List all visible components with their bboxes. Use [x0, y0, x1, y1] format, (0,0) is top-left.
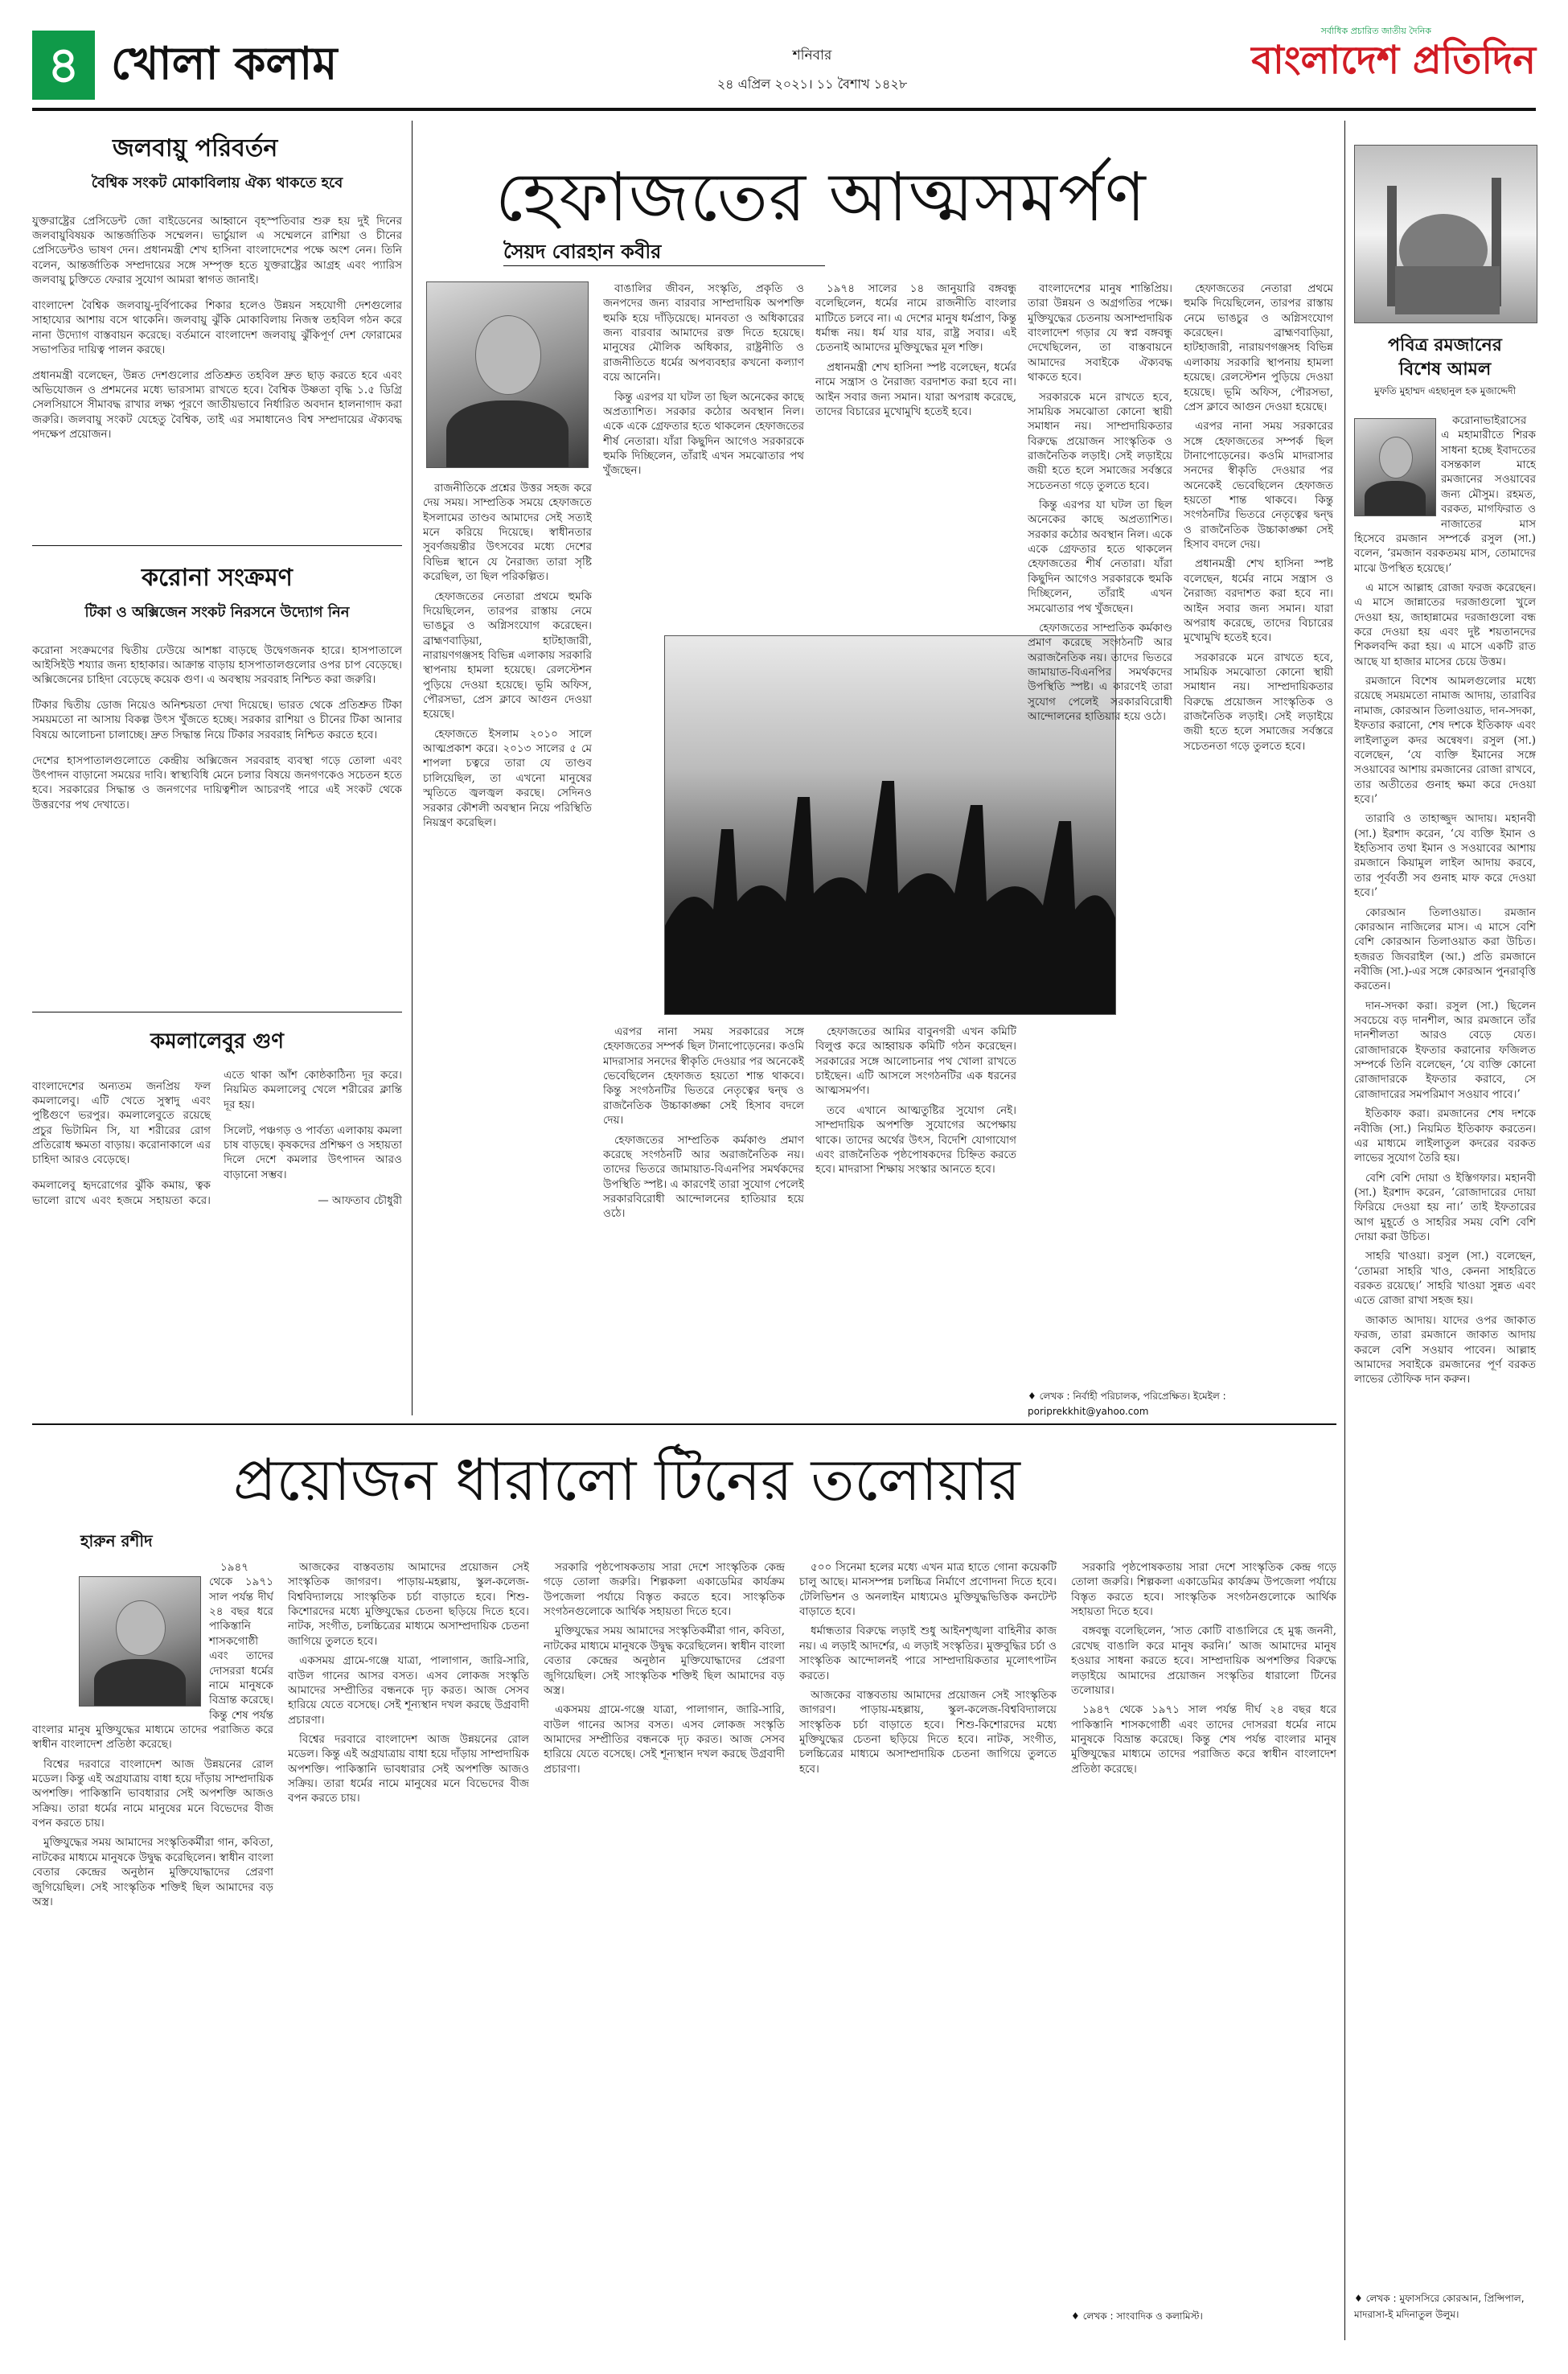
editorial-climate [32, 121, 402, 539]
paragraph: প্রধানমন্ত্রী শেখ হাসিনা স্পষ্ট বলেছেন, ধর্মের নামে সন্ত্রাস ও নৈরাজ্য বরদাশত করা হবে না। আইন সবার জন্য সমান। যারা অপরাধ করেছে, তাদের বিচারের মুখোমুখি হতেই হবে। [815, 360, 1016, 418]
paragraph: জাকাত আদায়। যাদের ওপর জাকাত ফরজ, তারা রমজানে জাকাত আদায় করলে বেশি সওয়াব পাবেন। আল্লাহ আমাদের সবাইকে রমজানের পূর্ণ বরকত লাভের তৌফিক দান করুন। [1354, 1313, 1536, 1386]
paragraph: যুক্তরাষ্ট্রের প্রেসিডেন্ট জো বাইডেনের আহ্বানে বৃহস্পতিবার শুরু হয় দুই দিনের জলবায়ুবিষয়ক আন্তর্জাতিক সম্মেলন। ভার্চুয়াল এ সম্মেলনে রাশিয়া ও চীনের প্রেসিডেন্টও ভাষণ দেন। প্রধানমন্ত্রী শেখ হাসিনা বাংলাদেশের পক্ষে অংশ নেন। তিনি বলেন, আন্তর্জাতিক সম্প্রদায়ের সঙ্গে সম্পৃক্ত হতে যুক্তরাষ্ট্রের আগ্রহ এবং প্যারিস জলবায়ু চুক্তিতে ফেরার সুযোগ আমরা স্বাগত জানাই। [32, 214, 402, 286]
paragraph: ধর্মান্ধতার বিরুদ্ধে লড়াই শুধু আইনশৃঙ্খলা বাহিনীর কাজ নয়। এ লড়াই আদর্শের, এ লড়াই সংস্কৃতির। মুক্তবুদ্ধির চর্চা ও সাংস্কৃতিক আন্দোলনই পারে সাম্প্রদায়িকতার মূলোৎপাটন করতে। [799, 1624, 1057, 1682]
paragraph: ১৯৪৭ থেকে ১৯৭১ সাল পর্যন্ত দীর্ঘ ২৪ বছর ধরে পাকিস্তানি শাসকগোষ্ঠী এবং তাদের দোসররা ধর্মের নামে মানুষকে বিভ্রান্ত করেছে। কিন্তু শেষ পর্যন্ত বাংলার মানুষ মুক্তিযুদ্ধের মাধ্যমে তাদের পরাজিত করে স্বাধীন বাংলাদেশ প্রতিষ্ঠা করেছে। [32, 1561, 273, 1752]
bottom-column-4 [799, 1560, 1057, 2324]
paragraph: রাজনীতিকে প্রশ্নের উত্তর সহজ করে দেয় সময়। সাম্প্রতিক সময়ে হেফাজতে ইসলামের তাণ্ডব আমাদের সেই সত্যই মনে করিয়ে দিয়েছে। স্বাধীনতার সুবর্ণজয়ন্তীর উৎসবের মধ্যে দেশের বিভিন্ন স্থানে যে নৈরাজ্য তারা সৃষ্টি করেছিল, তা ছিল পরিকল্পিত। [423, 482, 592, 584]
paragraph: এরপর নানা সময় সরকারের সঙ্গে হেফাজতের সম্পর্ক ছিল টানাপোড়েনের। কওমি মাদরাসার সনদের স্বীকৃতি দেওয়ার পর অনেকেই ভেবেছিলেন হেফাজত হয়তো শান্ত থাকবে। কিন্তু সংগঠনটির ভিতরে নেতৃত্বের দ্বন্দ্ব ও রাজনৈতিক উচ্চাকাঙ্ক্ষা সেই হিসাব বদলে দেয়। [603, 1025, 804, 1127]
bottom-column-3 [544, 1560, 785, 2324]
paragraph: কিন্তু এরপর যা ঘটল তা ছিল অনেকের কাছে অপ্রত্যাশিত। সরকার কঠোর অবস্থান নিল। একে একে গ্রেফতার হতে থাকলেন হেফাজতের শীর্ষ নেতারা। যাঁরা কিছুদিন আগেও সরকারকে হুমকি দিচ্ছিলেন, তাঁরাই এখন সমঝোতার পথ খুঁজছেন। [603, 390, 804, 478]
main-author: সৈয়দ বোরহান কবীর [503, 240, 662, 263]
main-column-1 [423, 481, 592, 1406]
main-article [423, 121, 1336, 1415]
feature-title-2: বিশেষ আমল [1398, 359, 1492, 380]
author-shoulders [446, 400, 569, 467]
editorial-body [32, 203, 402, 540]
paragraph: বিশ্বের দরবারে বাংলাদেশ আজ উন্নয়নের রোল মডেল। কিন্তু এই অগ্রযাত্রায় বাধা হয়ে দাঁড়ায় সাম্প্রদায়িক অপশক্তি। পাকিস্তানি ভাবধারার সেই অপশক্তি আজও সক্রিয়। তারা ধর্মের নামে মানুষের মনে বিভেদের বীজ বপন করতে চায়। [32, 1757, 273, 1830]
author-photo [426, 281, 589, 468]
paragraph: বাঙালির জীবন, সংস্কৃতি, প্রকৃতি ও জনপদের জন্য বারবার সাম্প্রদায়িক অপশক্তি হুমকি হয়ে দাঁড়িয়েছে। মানবতা ও অধিকারের জন্য বারবার আমাদের রক্ত দিতে হয়েছে। মানুষের মৌলিক অধিকার, রাষ্ট্রনীতি ও রাজনীতিতে ধর্মের অপব্যবহার কখনো কল্যাণ বয়ে আনেনি। [603, 282, 804, 384]
paragraph: প্রধানমন্ত্রী বলেছেন, উন্নত দেশগুলোর প্রতিশ্রুত তহবিল দ্রুত ছাড় করতে হবে এবং অভিযোজন ও প্রশমনের মধ্যে ভারসাম্য রাখতে হবে। বৈশ্বিক উষ্ণতা বৃদ্ধি ১.৫ ডিগ্রি সেলসিয়াসে সীমাবদ্ধ রাখার লক্ষ্য পূরণে জাতীয়ভাবে নির্ধারিত অবদান হালনাগাদ করা জরুরি। জলবায়ু সংকট যেহেতু বৈশ্বিক, তাই এর সমাধানেও বিশ্ব সম্প্রদায়ের ঐক্যবদ্ধ পদক্ষেপ প্রয়োজন। [32, 368, 402, 442]
column-divider [1344, 121, 1345, 2340]
main-article-footer: ♦ লেখক : নির্বাহী পরিচালক, পরিপ্রেক্ষিত। ইমেইল : poriprekkhit@yahoo.com [1028, 1390, 1226, 1417]
paragraph: হেফাজতের নেতারা প্রথমে হুমকি দিয়েছিলেন, তারপর রাস্তায় নেমে ভাঙচুর ও অগ্নিসংযোগ করেছেন। ব্রাহ্মণবাড়িয়া, হাটহাজারী, নারায়ণগঞ্জসহ বিভিন্ন এলাকায় সরকারি স্থাপনায় হামলা হয়েছে। রেলস্টেশন পুড়িয়ে দেওয়া হয়েছে। ভূমি অফিস, পৌরসভা, প্রেস ক্লাবে আগুন দেওয়া হয়েছে। [1184, 282, 1333, 413]
bottom-headline: প্রয়োজন ধারালো টিনের তলোয়ার [233, 1446, 1020, 1514]
paragraph: ইতিকাফ করা। রমজানের শেষ দশকে নবীজি (সা.) নিয়মিত ইতিকাফ করতেন। এর মাধ্যমে লাইলাতুল কদরের বরকত লাভের সুযোগ তৈরি হয়। [1354, 1107, 1536, 1165]
paragraph: এ মাসে আল্লাহ রোজা ফরজ করেছেন। এ মাসে জান্নাতের দরজাগুলো খুলে দেওয়া হয়, জাহান্নামের দরজাগুলো বন্ধ করে দেওয়া হয় এবং দুষ্ট শয়তানদের শিকলবন্দি করা হয়। এ মাসে একটি রাত আছে যা হাজার মাসের চেয়ে উত্তম। [1354, 581, 1536, 668]
paragraph: একসময় গ্রামে-গঞ্জে যাত্রা, পালাগান, জারি-সারি, বাউল গানের আসর বসত। এসব লোকজ সংস্কৃতি আমাদের সম্প্রীতির বন্ধনকে দৃঢ় করত। আজ সেসব হারিয়ে যেতে বসেছে। সেই শূন্যস্থান দখল করছে উগ্রবাদী প্রচারণা। [288, 1654, 529, 1727]
header-date [587, 45, 1037, 96]
mosque-dome-icon [1355, 146, 1537, 322]
left-column [32, 121, 402, 1649]
main-column-3b [815, 1025, 1016, 1406]
main-column-3 [815, 281, 1016, 619]
editorial-corona [32, 555, 402, 1005]
paragraph: সরকারি পৃষ্ঠপোষকতায় সারা দেশে সাংস্কৃতিক কেন্দ্র গড়ে তোলা জরুরি। শিল্পকলা একাডেমির কার্যক্রম উপজেলা পর্যায়ে বিস্তৃত করতে হবে। সাংস্কৃতিক সংগঠনগুলোকে আর্থিক সহায়তা দিতে হবে। [1071, 1561, 1336, 1619]
mosque-image [1354, 145, 1537, 323]
paragraph: ৫০০ সিনেমা হলের মধ্যে এখন মাত্র হাতে গোনা কয়েকটি চালু আছে। মানসম্পন্ন চলচ্চিত্র নির্মাণে প্রণোদনা দিতে হবে। টেলিভিশন ও অনলাইন মাধ্যমেও মুক্তিযুদ্ধভিত্তিক কনটেন্ট বাড়াতে হবে। [799, 1561, 1057, 1619]
feature-footer: ♦ লেখক : মুফাসসিরে কোরআন, প্রিন্সিপাল, মাদরাসা-ই মদিনাতুল উলুম। [1354, 2293, 1525, 2320]
date-line: ২৪ এপ্রিল ২০২১। ১১ বৈশাখ ১৪২৮ [716, 76, 908, 92]
column-divider [412, 121, 413, 1415]
paragraph: সাহরি খাওয়া। রসুল (সা.) বলেছেন, ‘তোমরা সাহরি খাও, কেননা সাহরিতে বরকত রয়েছে।’ সাহরি খাওয়া সুন্নত এবং এতে রোজা রাখা সহজ হয়। [1354, 1250, 1536, 1308]
bottom-divider [32, 1423, 1336, 1425]
bottom-article-footer: ♦ লেখক : সাংবাদিক ও কলামিস্ট। [1071, 2310, 1203, 2322]
bottom-column-2 [288, 1560, 529, 2324]
paragraph: সরকারি পৃষ্ঠপোষকতায় সারা দেশে সাংস্কৃতিক কেন্দ্র গড়ে তোলা জরুরি। শিল্পকলা একাডেমির কার্যক্রম উপজেলা পর্যায়ে বিস্তৃত করতে হবে। সাংস্কৃতিক সংগঠনগুলোকে আর্থিক সহায়তা দিতে হবে। [544, 1561, 785, 1619]
paragraph: প্রধানমন্ত্রী শেখ হাসিনা স্পষ্ট বলেছেন, ধর্মের নামে সন্ত্রাস ও নৈরাজ্য বরদাশত করা হবে না। আইন সবার জন্য সমান। যারা অপরাধ করেছে, তাদের বিচারের মুখোমুখি হতেই হবে। [1184, 557, 1333, 645]
paragraph: টিকার দ্বিতীয় ডোজ নিয়েও অনিশ্চয়তা দেখা দিয়েছে। ভারত থেকে প্রতিশ্রুত টিকা সময়মতো না আসায় বিকল্প উৎস খুঁজতে হচ্ছে। সরকার রাশিয়া ও চীনের টিকা আনার বিষয়ে আলোচনা চালাচ্ছে। দ্রুত সিদ্ধান্ত নিয়ে টিকার সরবরাহ নিশ্চিত করতে হবে। [32, 699, 402, 741]
main-column-2b [603, 1025, 804, 1406]
paragraph: আজকের বাস্তবতায় আমাদের প্রয়োজন সেই সাংস্কৃতিক জাগরণ। পাড়ায়-মহল্লায়, স্কুল-কলেজ-বিশ্ববিদ্যালয়ে সাংস্কৃতিক চর্চা বাড়াতে হবে। শিশু-কিশোরদের মধ্যে মুক্তিযুদ্ধের চেতনা ছড়িয়ে দিতে হবে। নাটক, সংগীত, চলচ্চিত্রের মাধ্যমে অসাম্প্রদায়িক চেতনা জাগিয়ে তুলতে হবে। [799, 1688, 1057, 1776]
right-column [1354, 121, 1536, 2340]
paragraph: বঙ্গবন্ধু বলেছিলেন, ‘সাত কোটি বাঙালিরে হে মুগ্ধ জননী, রেখেছ বাঙালি করে মানুষ করনি।’ আজ আমাদের মানুষ হওয়ার সাধনা করতে হবে। সাম্প্রদায়িক অপশক্তির বিরুদ্ধে লড়াইয়ে আমাদের প্রয়োজন সংস্কৃতির ধারালো টিনের তলোয়ার। [1071, 1624, 1336, 1697]
page-number: ৪ [47, 35, 80, 94]
paragraph: বিশ্বের দরবারে বাংলাদেশ আজ উন্নয়নের রোল মডেল। কিন্তু এই অগ্রযাত্রায় বাধা হয়ে দাঁড়ায় সাম্প্রদায়িক অপশক্তি। পাকিস্তানি ভাবধারার সেই অপশক্তি আজও সক্রিয়। তারা ধর্মের নামে মানুষের মনে বিভেদের বীজ বপন করতে চায়। [288, 1732, 529, 1805]
bottom-column-1 [32, 1560, 273, 2324]
paragraph: কিন্তু এরপর যা ঘটল তা ছিল অনেকের কাছে অপ্রত্যাশিত। সরকার কঠোর অবস্থান নিল। একে একে গ্রেফতার হতে থাকলেন হেফাজতের শীর্ষ নেতারা। যাঁরা কিছুদিন আগেও সরকারকে হুমকি দিচ্ছিলেন, তাঁরাই এখন সমঝোতার পথ খুঁজছেন। [1028, 499, 1172, 615]
paragraph: রমজানে বিশেষ আমলগুলোর মধ্যে রয়েছে সময়মতো নামাজ আদায়, তারাবির নামাজ, কোরআন তিলাওয়াত, দান-সদকা, ইফতার করানো, শেষ দশকে ইতিকাফ এবং লাইলাতুল কদর অন্বেষণ। রসুল (সা.) বলেছেন, ‘যে ব্যক্তি ইমানের সঙ্গে সওয়াবের আশায় রমজানের রোজা রাখবে, তার অতীতের গুনাহ ক্ষমা করে দেওয়া হবে।’ [1354, 675, 1536, 806]
paragraph: দান-সদকা করা। রসুল (সা.) ছিলেন সবচেয়ে বড় দানশীল, আর রমজানে তাঁর দানশীলতা আরও বেড়ে যেত। রোজাদারকে ইফতার করানোর ফজিলত সম্পর্কে তিনি বলেছেন, ‘যে ব্যক্তি কোনো রোজাদারকে ইফতার করাবে, সে রোজাদারের সমপরিমাণ সওয়াব পাবে।’ [1354, 999, 1536, 1101]
paragraph: ১৯৭৪ সালের ১৪ জানুয়ারি বঙ্গবন্ধু বলেছিলেন, ধর্মের নামে রাজনীতি বাংলার মাটিতে চলবে না। এ দেশের মানুষ ধর্মপ্রাণ, কিন্তু ধর্মান্ধ নয়। ধর্ম যার যার, রাষ্ট্র সবার। এই চেতনাই আমাদের মুক্তিযুদ্ধের মূল শক্তি। [815, 282, 1016, 355]
feature-title: পবিত্র রমজানের [1388, 335, 1502, 355]
page-header [32, 24, 1536, 113]
paragraph: মুক্তিযুদ্ধের সময় আমাদের সংস্কৃতিকর্মীরা গান, কবিতা, নাটকের মাধ্যমে মানুষকে উদ্বুদ্ধ করেছিলেন। স্বাধীন বাংলা বেতার কেন্দ্রের অনুষ্ঠান মুক্তিযোদ্ধাদের প্রেরণা জুগিয়েছিল। সেই সাংস্কৃতিক শক্তিই ছিল আমাদের বড় অস্ত্র। [32, 1836, 273, 1908]
header-rule [32, 108, 1536, 111]
page-number-box [32, 31, 95, 100]
bottom-author: হারুন রশীদ [80, 1531, 153, 1550]
paragraph: বাংলাদেশ বৈশ্বিক জলবায়ু-দুর্বিপাকের শিকার হলেও উন্নয়ন সহযোগী দেশগুলোর সাহায্যের আশায় বসে থাকেনি। জলবায়ু ঝুঁকি মোকাবিলায় নিজস্ব তহবিল গঠন করে নানা উদ্যোগ বাস্তবায়ন করেছে। বর্তমানে বাংলাদেশ জলবায়ু ঝুঁকিপূর্ণ দেশ ফোরামের সভাপতির দায়িত্ব পালন করছে। [32, 298, 402, 356]
author-rule [503, 265, 825, 266]
paragraph: করোনাভাইরাসের এ মহামারীতে শিরক সাধনা হচ্ছে ইবাদতের বসন্তকাল মাহে রমজানের সওয়াবের জন্য মৌসুম। রহমত, বরকত, মাগফিরাত ও নাজাতের মাস হিসেবে রমজান সম্পর্কে রসুল (সা.) বলেন, ‘রমজান বরকতময় মাস, তোমাদের মাঝে উপস্থিত হয়েছে।’ [1354, 414, 1536, 575]
editorial-byline: — আফতাব চৌধুরী [318, 1193, 402, 1207]
paragraph: হেফাজতের নেতারা প্রথমে হুমকি দিয়েছিলেন, তারপর রাস্তায় নেমে ভাঙচুর ও অগ্নিসংযোগ করেছেন। ব্রাহ্মণবাড়িয়া, হাটহাজারী, নারায়ণগঞ্জসহ বিভিন্ন এলাকায় সরকারি স্থাপনায় হামলা হয়েছে। রেলস্টেশন পুড়িয়ে দেওয়া হয়েছে। ভূমি অফিস, পৌরসভা, প্রেস ক্লাবে আগুন দেওয়া হয়েছে। [423, 589, 592, 721]
paragraph: তারাবি ও তাহাজ্জুদ আদায়। মহানবী (সা.) ইরশাদ করেন, ‘যে ব্যক্তি ইমান ও ইহতিসাব তথা ইমান ও সওয়াবের আশায় রমজানে কিয়ামুল লাইল আদায় করবে, তার পূর্ববর্তী সব গুনাহ মাফ করে দেওয়া হবে।’ [1354, 812, 1536, 900]
paragraph: হেফাজতের সাম্প্রতিক কর্মকাণ্ড প্রমাণ করেছে সংগঠনটি আর অরাজনৈতিক নয়। তাদের ভিতরে জামায়াত-বিএনপির সমর্থকদের উপস্থিতি স্পষ্ট। এ কারণেই তারা সুযোগ পেলেই সরকারবিরোধী আন্দোলনের হাতিয়ার হয়ে ওঠে। [1028, 621, 1172, 724]
masthead-name: বাংলাদেশ প্রতিদিন [1251, 38, 1536, 83]
feature-body [1354, 413, 1536, 2279]
paragraph: বাংলাদেশের মানুষ শান্তিপ্রিয়। তারা উন্নয়ন ও অগ্রগতির পক্ষে। মুক্তিযুদ্ধের চেতনায় অসাম্প্রদায়িক বাংলাদেশ গড়ার যে স্বপ্ন বঙ্গবন্ধু দেখেছিলেন, তা বাস্তবায়নে আমাদের সবাইকে ঐক্যবদ্ধ থাকতে হবে। [1028, 282, 1172, 384]
paragraph: বাংলাদেশের অন্যতম জনপ্রিয় ফল কমলালেবু। এটি খেতে সুস্বাদু এবং পুষ্টিগুণে ভরপুর। কমলালেবুতে রয়েছে প্রচুর ভিটামিন সি, যা শরীরের রোগ প্রতিরোধ ক্ষমতা বাড়ায়। করোনাকালে এর চাহিদা আরও বেড়েছে। [32, 1079, 211, 1167]
paragraph: কোরআন তিলাওয়াত। রমজান কোরআন নাজিলের মাস। এ মাসে বেশি বেশি কোরআন তিলাওয়াত করা উচিত। হজরত জিবরাইল (আ.) প্রতি রমজানে নবীজি (সা.)-এর সঙ্গে কোরআন পুনরাবৃত্তি করতেন। [1354, 906, 1536, 993]
bottom-article [32, 1431, 1336, 2340]
editorial-subtitle: টিকা ও অক্সিজেন সংকট নিরসনে উদ্যোগ নিন [84, 604, 350, 621]
editorial-title: কমলালেবুর গুণ [150, 1029, 284, 1054]
paragraph: এরপর নানা সময় সরকারের সঙ্গে হেফাজতের সম্পর্ক ছিল টানাপোড়েনের। কওমি মাদরাসার সনদের স্বীকৃতি দেওয়ার পর অনেকেই ভেবেছিলেন হেফাজত হয়তো শান্ত থাকবে। কিন্তু সংগঠনটির ভিতরে নেতৃত্বের দ্বন্দ্ব ও রাজনৈতিক উচ্চাকাঙ্ক্ষা সেই হিসাব বদলে দেয়। [1184, 420, 1333, 552]
section-title: খোলা কলাম [111, 38, 338, 90]
divider [32, 545, 402, 546]
author-face [475, 315, 541, 395]
masthead [1182, 24, 1536, 105]
main-column-2 [603, 281, 804, 619]
paragraph: কমলালেবু হৃদরোগের ঝুঁকি কমায়, ত্বক ভালো রাখে এবং হজমে সহায়তা করে। এতে থাকা আঁশ কোষ্ঠকাঠিন্য দূর করে। নিয়মিত কমলালেবু খেলে শরীরের ক্লান্তি দূর হয়। [32, 1069, 402, 1207]
masthead-tagline: সর্বাধিক প্রচারিত জাতীয় দৈনিক [1320, 26, 1431, 36]
editorial-subtitle: বৈশ্বিক সংকট মোকাবিলায় ঐক্য থাকতে হবে [91, 175, 343, 191]
paragraph: আজকের বাস্তবতায় আমাদের প্রয়োজন সেই সাংস্কৃতিক জাগরণ। পাড়ায়-মহল্লায়, স্কুল-কলেজ-বিশ্ববিদ্যালয়ে সাংস্কৃতিক চর্চা বাড়াতে হবে। শিশু-কিশোরদের মধ্যে মুক্তিযুদ্ধের চেতনা ছড়িয়ে দিতে হবে। নাটক, সংগীত, চলচ্চিত্রের মাধ্যমে অসাম্প্রদায়িক চেতনা জাগিয়ে তুলতে হবে। [288, 1561, 529, 1648]
editorial-title: জলবায়ু পরিবর্তন [113, 134, 278, 162]
feature-author: মুফতি মুহাম্মদ এহছানুল হক মুজাদ্দেদী [1373, 385, 1517, 396]
paragraph: দেশের হাসপাতালগুলোতে কেন্দ্রীয় অক্সিজেন সরবরাহ ব্যবস্থা গড়ে তোলা এবং উৎপাদন বাড়ানো সময়ের দাবি। স্বাস্থ্যবিধি মেনে চলার বিষয়ে জনগণকেও সচেতন হতে হবে। সরকারের সিদ্ধান্ত ও জনগণের দায়িত্বশীল আচরণই পারে এই সংকট থেকে উত্তরণের পথ দেখাতে। [32, 754, 402, 811]
paragraph: সরকারকে মনে রাখতে হবে, সাময়িক সমঝোতা কোনো স্থায়ী সমাধান নয়। সাম্প্রদায়িকতার বিরুদ্ধে প্রয়োজন সাংস্কৃতিক ও রাজনৈতিক লড়াই। সেই লড়াইয়ে জয়ী হতে হলে সমাজের সর্বস্তরে সচেতনতা গড়ে তুলতে হবে। [1184, 651, 1333, 753]
paragraph: হেফাজতের সাম্প্রতিক কর্মকাণ্ড প্রমাণ করেছে সংগঠনটি আর অরাজনৈতিক নয়। তাদের ভিতরে জামায়াত-বিএনপির সমর্থকদের উপস্থিতি স্পষ্ট। এ কারণেই তারা সুযোগ পেলেই সরকারবিরোধী আন্দোলনের হাতিয়ার হয়ে ওঠে। [603, 1133, 804, 1221]
paragraph: সিলেট, পঞ্চগড় ও পার্বত্য এলাকায় কমলা চাষ বাড়ছে। কৃষকদের প্রশিক্ষণ ও সহায়তা দিলে দেশে কমলার উৎপাদন আরও বাড়ানো সম্ভব। [224, 1123, 402, 1181]
main-column-5 [1184, 281, 1333, 1383]
weekday: শনিবার [792, 47, 832, 64]
main-column-4 [1028, 281, 1172, 1407]
paragraph: মুক্তিযুদ্ধের সময় আমাদের সংস্কৃতিকর্মীরা গান, কবিতা, নাটকের মাধ্যমে মানুষকে উদ্বুদ্ধ করেছিলেন। স্বাধীন বাংলা বেতার কেন্দ্রের অনুষ্ঠান মুক্তিযোদ্ধাদের প্রেরণা জুগিয়েছিল। সেই সাংস্কৃতিক শক্তিই ছিল আমাদের বড় অস্ত্র। [544, 1624, 785, 1697]
paragraph: সরকারকে মনে রাখতে হবে, সাময়িক সমঝোতা কোনো স্থায়ী সমাধান নয়। সাম্প্রদায়িকতার বিরুদ্ধে প্রয়োজন সাংস্কৃতিক ও রাজনৈতিক লড়াই। সেই লড়াইয়ে জয়ী হতে হলে সমাজের সর্বস্তরে সচেতনতা গড়ে তুলতে হবে। [1028, 390, 1172, 492]
paragraph: হেফাজতের আমির বাবুনগরী এখন কমিটি বিলুপ্ত করে আহ্বায়ক কমিটি গঠন করেছেন। সরকারের সঙ্গে আলোচনার পথ খোলা রাখতে চাইছেন। এটি আসলে সংগঠনটির এক ধরনের আত্মসমর্পণ। [815, 1025, 1016, 1098]
editorial-body [32, 632, 402, 1018]
paragraph: হেফাজতে ইসলাম ২০১০ সালে আত্মপ্রকাশ করে। ২০১৩ সালের ৫ মে শাপলা চত্বরে তারা যে তাণ্ডব চালিয়েছিল, তা এখনো মানুষের স্মৃতিতে জ্বলজ্বল করছে। সেদিনও সরকার কৌশলী অবস্থান নিয়ে পরিস্থিতি নিয়ন্ত্রণ করেছিল। [423, 727, 592, 829]
paragraph: তবে এখানে আত্মতুষ্টির সুযোগ নেই। সাম্প্রদায়িক অপশক্তি সুযোগের অপেক্ষায় থাকে। তাদের অর্থের উৎস, বিদেশি যোগাযোগ এবং রাজনৈতিক পৃষ্ঠপোষকদের চিহ্নিত করতে হবে। মাদরাসা শিক্ষায় সংস্কার আনতে হবে। [815, 1103, 1016, 1177]
main-headline: হেফাজতের আত্মসমর্পণ [495, 158, 1147, 236]
bottom-column-5 [1071, 1560, 1336, 2300]
editorial-title: করোনা সংক্রমণ [142, 564, 293, 592]
paragraph: একসময় গ্রামে-গঞ্জে যাত্রা, পালাগান, জারি-সারি, বাউল গানের আসর বসত। এসব লোকজ সংস্কৃতি আমাদের সম্প্রীতির বন্ধনকে দৃঢ় করত। আজ সেসব হারিয়ে যেতে বসেছে। সেই শূন্যস্থান দখল করছে উগ্রবাদী প্রচারণা। [544, 1703, 785, 1776]
paragraph: করোনা সংক্রমণের দ্বিতীয় ঢেউয়ে আশঙ্কা বাড়ছে উদ্বেগজনক হারে। হাসপাতালে আইসিইউ শয্যার জন্য হাহাকার। আক্রান্ত বাড়ায় হাসপাতালগুলোর ওপর চাপ বেড়েছে। অক্সিজেনের চাহিদা বেড়েছে কয়েক গুণ। এ অবস্থায় সরবরাহ নিশ্চিত করা জরুরি। [32, 643, 402, 687]
paragraph: ১৯৪৭ থেকে ১৯৭১ সাল পর্যন্ত দীর্ঘ ২৪ বছর ধরে পাকিস্তানি শাসকগোষ্ঠী এবং তাদের দোসররা ধর্মের নামে মানুষকে বিভ্রান্ত করেছে। কিন্তু শেষ পর্যন্ত বাংলার মানুষ মুক্তিযুদ্ধের মাধ্যমে তাদের পরাজিত করে স্বাধীন বাংলাদেশ প্রতিষ্ঠা করেছে। [1071, 1703, 1336, 1776]
paragraph: বেশি বেশি দোয়া ও ইস্তিগফার। মহানবী (সা.) ইরশাদ করেন, ‘রোজাদারের দোয়া ফিরিয়ে দেওয়া হয় না।’ তাই ইফতারের আগ মুহূর্তে ও সাহরির সময় বেশি বেশি দোয়া করা উচিত। [1354, 1171, 1536, 1244]
